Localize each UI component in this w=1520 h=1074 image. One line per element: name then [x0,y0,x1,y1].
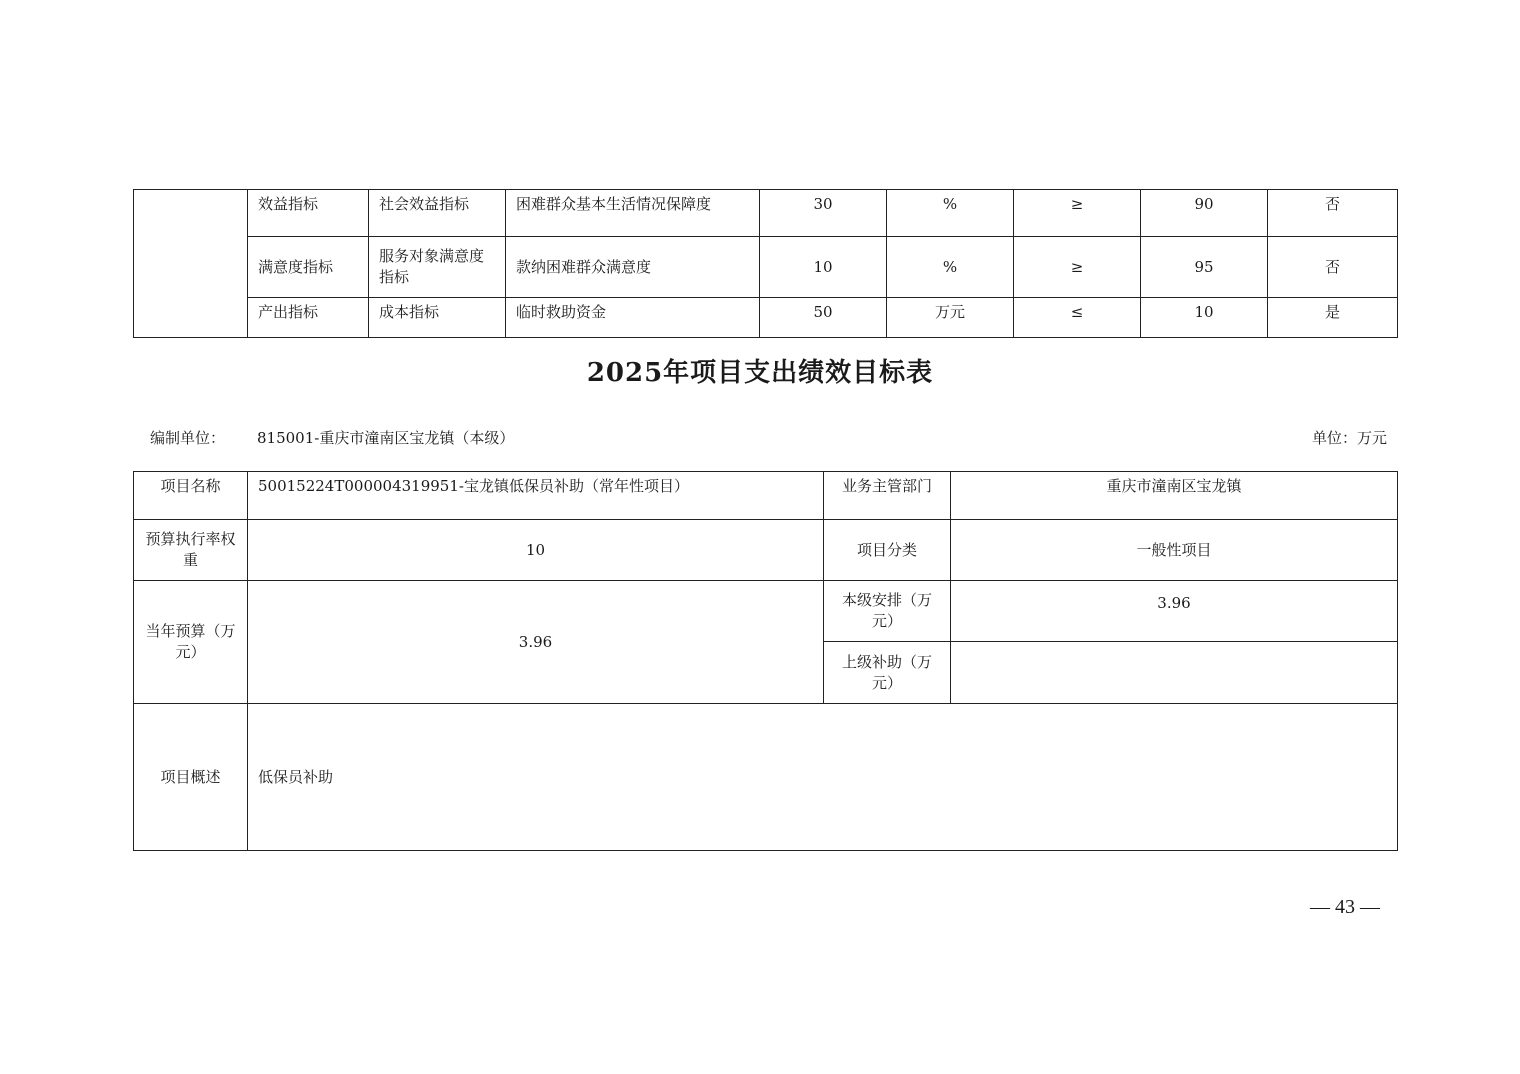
superior-subsidy-value [951,642,1398,704]
operator-cell: ≥ [1014,237,1141,298]
table-row [134,520,1398,581]
level2-indicator-cell: 成本指标 [369,298,506,338]
unit-cell: 万元 [887,298,1014,338]
table-row [134,237,1398,298]
overview-value: 低保员补助 [248,704,1398,851]
flag-cell: 否 [1268,237,1398,298]
table-row [134,472,1398,520]
target-cell: 95 [1141,237,1268,298]
category-label: 项目分类 [824,520,951,581]
compile-unit-label: 编制单位： [150,429,226,447]
indicator-table-continued [133,189,1398,338]
budget-value: 3.96 [248,581,824,704]
level1-indicator-cell: 产出指标 [248,298,369,338]
unit-cell: % [887,237,1014,298]
table-row [134,581,1398,642]
dept-label: 业务主管部门 [824,472,951,520]
superior-subsidy-label: 上级补助（万元） [824,642,951,704]
indicator-name-cell: 困难群众基本生活情况保障度 [506,190,760,237]
target-cell: 10 [1141,298,1268,338]
local-arrangement-label: 本级安排（万元） [824,581,951,642]
operator-cell: ≥ [1014,190,1141,237]
level2-indicator-cell: 社会效益指标 [369,190,506,237]
level1-indicator-cell: 满意度指标 [248,237,369,298]
overview-label: 项目概述 [134,704,248,851]
indicator-name-cell: 临时救助资金 [506,298,760,338]
level1-indicator-cell: 效益指标 [248,190,369,237]
indicator-name-cell: 款纳困难群众满意度 [506,237,760,298]
currency-unit: 单位：万元 [1311,429,1387,447]
exec-weight-label: 预算执行率权重 [134,520,248,581]
category-value: 一般性项目 [951,520,1398,581]
budget-label: 当年预算（万元） [134,581,248,704]
document-title: 2025年项目支出绩效目标表 [586,358,934,388]
blank-cell [134,190,248,338]
table-row [134,298,1398,338]
target-cell: 90 [1141,190,1268,237]
table-row [134,190,1398,237]
project-performance-table [133,471,1398,851]
table-row [134,704,1398,851]
flag-cell: 否 [1268,190,1398,237]
weight-cell: 10 [760,237,887,298]
level2-indicator-cell: 服务对象满意度指标 [369,237,506,298]
flag-cell: 是 [1268,298,1398,338]
dept-value: 重庆市潼南区宝龙镇 [951,472,1398,520]
exec-weight-value: 10 [248,520,824,581]
project-name-label: 项目名称 [134,472,248,520]
compile-unit-value: 815001-重庆市潼南区宝龙镇（本级） [257,429,515,447]
local-arrangement-value: 3.96 [951,581,1398,642]
weight-cell: 30 [760,190,887,237]
page-number: — 43 — [1310,896,1380,918]
weight-cell: 50 [760,298,887,338]
operator-cell: ≤ [1014,298,1141,338]
project-name-value: 50015224T000004319951-宝龙镇低保员补助（常年性项目） [248,472,824,520]
unit-cell: % [887,190,1014,237]
